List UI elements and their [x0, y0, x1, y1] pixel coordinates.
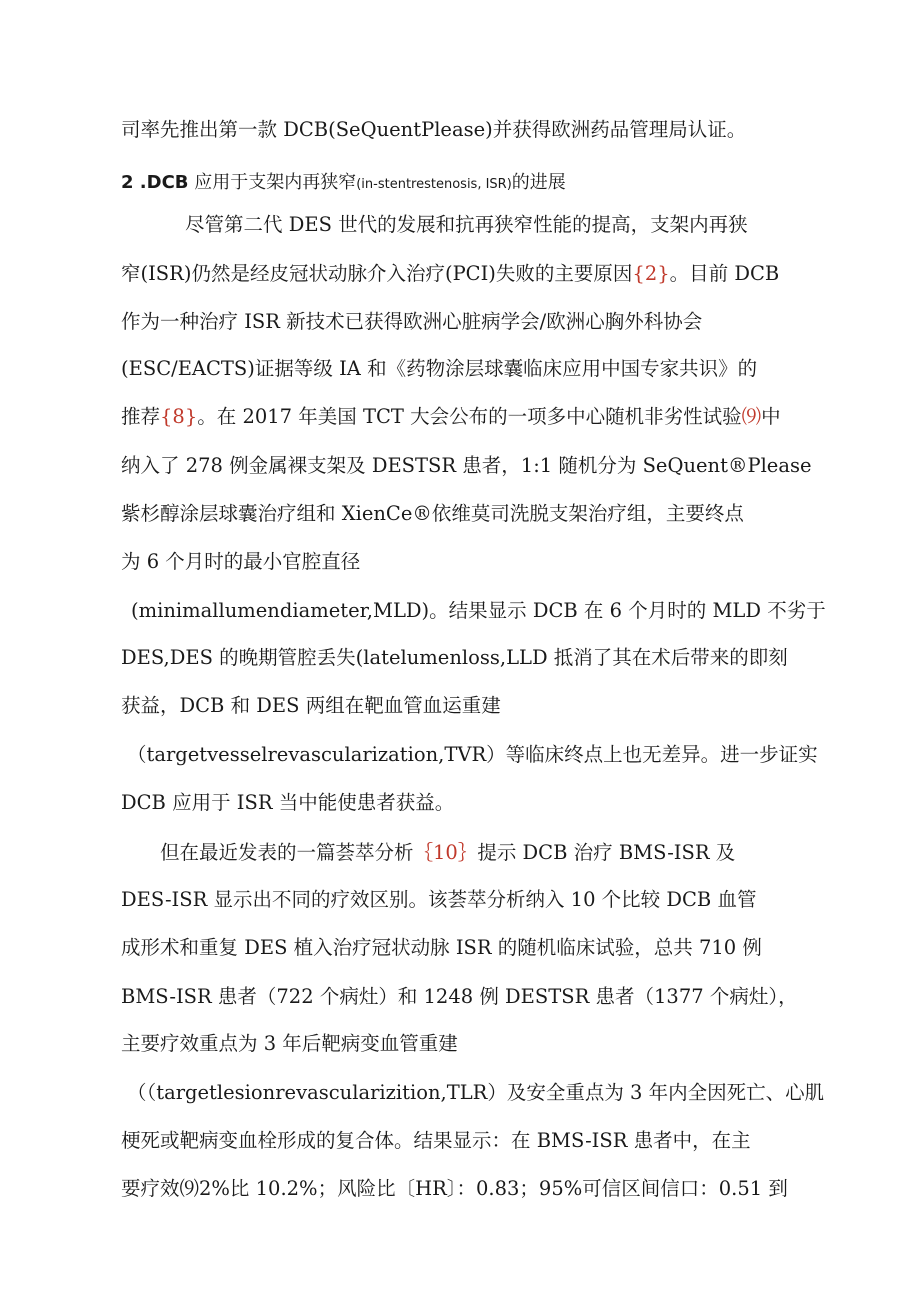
paragraph-line: BMS-ISR 患者（722 个病灶）和 1248 例 DESTSR 患者（1377 个病灶）， [121, 985, 798, 1008]
paragraph-line: 作为一种治疗 ISR 新技术已获得欧洲心脏病学会/欧洲心胸外科协会 [121, 310, 703, 333]
paragraph-line: DES-ISR 显示出不同的疗效区别。该荟萃分析纳入 10 个比较 DCB 血管 [121, 888, 757, 911]
paragraph-line: 尽管第二代 DES 世代的发展和抗再狭窄性能的提高，支架内再狭 [185, 213, 748, 236]
paragraph-line: 为 6 个月时的最小官腔直径 [121, 550, 361, 573]
section-number: 2 .DCB [121, 172, 189, 193]
paragraph-line: 梗死或靶病变血栓形成的复合体。结果显示：在 BMS-ISR 患者中，在主 [121, 1129, 751, 1152]
line-text: 但在最近发表的一篇荟萃分析 [160, 841, 414, 864]
paragraph-line [121, 404, 781, 430]
paragraph-line: （（targetlesionrevascularizition,TLR）及安全重点为 3 年内全因死亡、心肌 [127, 1081, 825, 1104]
paragraph-line [160, 840, 735, 866]
heading-abbreviation: (in-stentrestenosis, ISR) [356, 177, 512, 192]
line-text: 提示 DCB 治疗 BMS-ISR 及 [477, 841, 736, 864]
paragraph-line: 纳入了 278 例金属裸支架及 DESTSR 患者，1:1 随机分为 SeQuent®Please [121, 454, 812, 477]
paragraph-line: DCB 应用于 ISR 当中能使患者获益。 [121, 791, 455, 814]
line-text: 。目前 DCB [669, 262, 780, 285]
heading-text: 应用于支架内再狭窄 [188, 172, 357, 193]
paragraph-line: DES,DES 的晚期管腔丢失(latelumenloss,LLD 抵消了其在术后带来的即刻 [121, 646, 788, 669]
paragraph-line: (minimallumendiameter,MLD)。结果显示 DCB 在 6 个月时的 MLD 不劣于 [131, 599, 826, 622]
paragraph-line: 成形术和重复 DES 植入治疗冠状动脉 ISR 的随机临床试验，总共 710 例 [121, 936, 762, 959]
paragraph-line: 主要疗效重点为 3 年后靶病变血管重建 [121, 1032, 458, 1055]
paragraph-line: 要疗效⑼2%比 10.2%；风险比〔HR〕：0.83；95%可信区间信口：0.51 到 [121, 1177, 788, 1200]
paragraph-line [121, 261, 779, 287]
heading-text-end: 的进展 [511, 172, 566, 193]
line-text: 。在 2017 年美国 TCT 大会公布的一项多中心随机非劣性试验 [197, 405, 742, 428]
citation-ref: ｛10｝ [413, 841, 478, 864]
citation-ref: {8} [160, 405, 198, 428]
paragraph-line: 紫杉醇涂层球囊治疗组和 XienCe®依维莫司洗脱支架治疗组，主要终点 [121, 502, 744, 525]
line-text: 中 [761, 405, 781, 428]
line-text: 推荐 [121, 405, 161, 428]
citation-ref: ⑼ [741, 405, 762, 428]
paragraph-line: 司率先推出第一款 DCB(SeQuentPlease)并获得欧洲药品管理局认证。 [121, 118, 747, 141]
line-text: 窄(ISR)仍然是经皮冠状动脉介入治疗(PCI)失败的主要原因 [121, 262, 633, 285]
section-heading [121, 170, 566, 198]
citation-ref: {2} [632, 262, 670, 285]
paragraph-line: （targetvesselrevascularization,TVR）等临床终点上也无差异。进一步证实 [127, 743, 818, 766]
paragraph-line: 获益，DCB 和 DES 两组在靶血管血运重建 [121, 694, 501, 717]
paragraph-line: (ESC/EACTS)证据等级 IA 和《药物涂层球囊临床应用中国专家共识》的 [121, 357, 758, 380]
